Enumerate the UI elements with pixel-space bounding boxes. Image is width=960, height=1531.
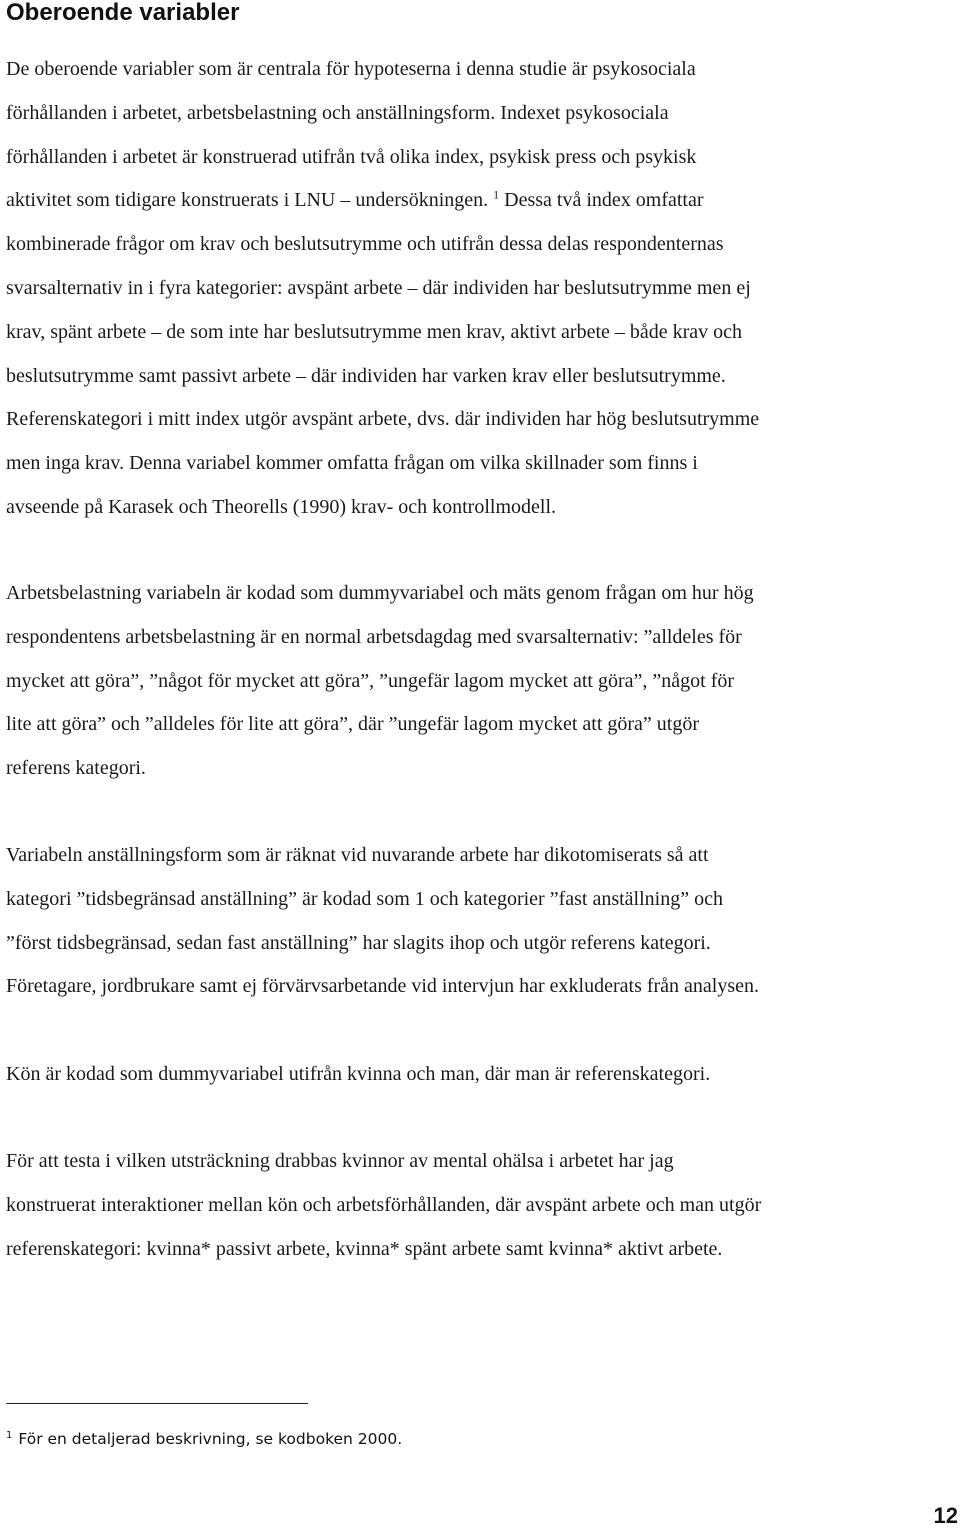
text-line: ”först tidsbegränsad, sedan fast anställning” har slagits ihop och utgör referens kategori. — [6, 931, 711, 954]
section-heading: Oberoende variabler — [6, 0, 240, 26]
text-line: beslutsutrymme samt passivt arbete – där individen har varken krav eller beslutsutrymme. — [6, 364, 726, 387]
footnote-text: För en detaljerad beskrivning, se kodboken 2000. — [18, 1430, 403, 1448]
text-line: avseende på Karasek och Theorells (1990) krav- och kontrollmodell. — [6, 495, 556, 518]
footnote-mark: 1 — [6, 1429, 13, 1441]
text-line: Kön är kodad som dummyvariabel utifrån kvinna och man, där man är referenskategori. — [6, 1063, 711, 1085]
text-line: kategori ”tidsbegränsad anställning” är kodad som 1 och kategorier ”fast anställning” och — [6, 887, 723, 910]
text-line: men inga krav. Denna variabel kommer omfatta frågan om vilka skillnader som finns i — [6, 452, 698, 475]
text-line: referenskategori: kvinna* passivt arbete, kvinna* spänt arbete samt kvinna* aktivt arbete. — [6, 1237, 723, 1260]
text-segment: Dessa två index omfattar — [504, 189, 704, 212]
paragraph-employment-form — [6, 834, 958, 1009]
text-line: lite att göra” och ”alldeles för lite att göra”, där ”ungefär lagom mycket att göra” utgör — [6, 713, 700, 736]
paragraph-workload — [6, 572, 958, 791]
text-line: referens kategori. — [6, 757, 146, 780]
text-line: kombinerade frågor om krav och beslutsutrymme och utifrån dessa delas respondenternas — [6, 233, 724, 256]
text-line: För att testa i vilken utsträckning drabbas kvinnor av mental ohälsa i arbetet har jag — [6, 1150, 674, 1172]
text-segment: aktivitet som tidigare konstruerats i LNU – undersökningen. — [6, 189, 489, 212]
text-line: förhållanden i arbetet är konstruerad utifrån två olika index, psykisk press och psykisk — [6, 145, 697, 168]
text-line: mycket att göra”, ”något för mycket att göra”, ”ungefär lagom mycket att göra”, ”något för — [6, 669, 735, 692]
text-line: Företagare, jordbrukare samt ej förvärvsarbetande vid intervjun har exkluderats från analysen. — [6, 975, 760, 998]
paragraph-gender — [6, 1053, 958, 1097]
footnote — [6, 1429, 402, 1449]
text-line: Variabeln anställningsform som är räknat vid nuvarande arbete har dikotomiserats så att — [6, 844, 709, 866]
text-line-with-footnote — [6, 179, 958, 223]
page-number: 12 — [933, 1503, 958, 1528]
paragraph-independent-variables — [6, 48, 958, 530]
footnote-divider — [6, 1403, 308, 1404]
paragraph-interactions — [6, 1140, 958, 1271]
text-line: svarsalternativ in i fyra kategorier: avspänt arbete – där individen har beslutsutrymme men ej — [6, 276, 751, 299]
text-line: förhållanden i arbetet, arbetsbelastning och anställningsform. Indexet psykosociala — [6, 101, 669, 124]
text-line: Arbetsbelastning variabeln är kodad som dummyvariabel och mäts genom frågan om hur hög — [6, 582, 754, 604]
text-line: respondentens arbetsbelastning är en normal arbetsdagdag med svarsalternativ: ”alldeles för — [6, 625, 742, 648]
text-line: konstruerat interaktioner mellan kön och arbetsförhållanden, där avspänt arbete och man utgör — [6, 1193, 762, 1216]
text-line: De oberoende variabler som är centrala för hypoteserna i denna studie är psykosociala — [6, 58, 696, 80]
text-line: krav, spänt arbete – de som inte har beslutsutrymme men krav, aktivt arbete – både krav och — [6, 320, 743, 343]
footnote-reference[interactable]: 1 — [493, 187, 500, 202]
text-line: Referenskategori i mitt index utgör avspänt arbete, dvs. där individen har hög beslutsutrymme — [6, 408, 760, 431]
